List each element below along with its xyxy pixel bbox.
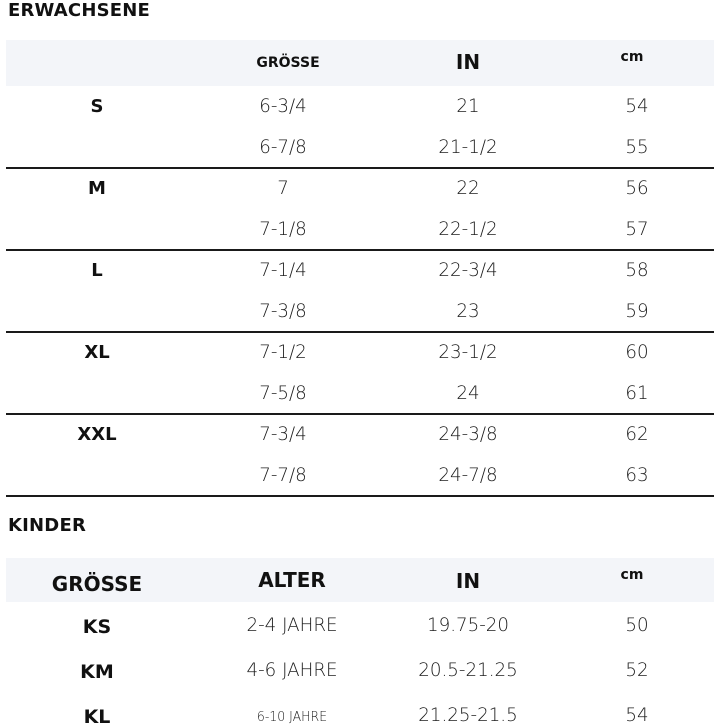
kids-age-value: 4-6 JAHRE bbox=[246, 659, 338, 681]
size-inches-value: 21-1/2 bbox=[438, 136, 498, 158]
adults-header-size: GRÖSSE bbox=[256, 55, 320, 71]
size-hat-value: 7-3/8 bbox=[259, 300, 307, 322]
group-divider bbox=[6, 249, 714, 251]
size-inches-value: 22 bbox=[456, 177, 480, 199]
kids-age-value: 2-4 JAHRE bbox=[246, 614, 338, 636]
group-divider bbox=[6, 331, 714, 333]
kids-inches-value: 20.5-21.25 bbox=[418, 659, 518, 681]
group-divider bbox=[6, 167, 714, 169]
size-inches-value: 23 bbox=[456, 300, 480, 322]
size-inches-value: 24-3/8 bbox=[438, 423, 498, 445]
size-group-label: XL bbox=[84, 342, 110, 363]
kids-size-label: KS bbox=[82, 616, 112, 638]
kids-cm-value: 54 bbox=[625, 704, 649, 726]
kids-inches-value: 19.75-20 bbox=[426, 614, 510, 636]
size-hat-value: 6-7/8 bbox=[259, 136, 307, 158]
size-hat-value: 6-3/4 bbox=[259, 95, 307, 117]
size-cm-value: 57 bbox=[625, 218, 649, 240]
adults-section-title: ERWACHSENE bbox=[8, 0, 151, 21]
size-hat-value: 7-1/8 bbox=[259, 218, 307, 240]
size-hat-value: 7-5/8 bbox=[259, 382, 307, 404]
kids-header-age: ALTER bbox=[258, 568, 326, 592]
kids-header-cm: cm bbox=[620, 567, 644, 583]
size-inches-value: 24 bbox=[456, 382, 480, 404]
size-cm-value: 60 bbox=[625, 341, 649, 363]
size-group-label: XXL bbox=[77, 424, 117, 445]
size-hat-value: 7-7/8 bbox=[259, 464, 307, 486]
size-group-label: M bbox=[88, 178, 106, 199]
adults-header-band bbox=[6, 40, 714, 86]
size-cm-value: 63 bbox=[625, 464, 649, 486]
size-cm-value: 55 bbox=[625, 136, 649, 158]
kids-cm-value: 52 bbox=[625, 659, 649, 681]
size-hat-value: 7-3/4 bbox=[259, 423, 307, 445]
size-inches-value: 22-3/4 bbox=[438, 259, 498, 281]
size-hat-value: 7 bbox=[277, 177, 289, 199]
size-cm-value: 54 bbox=[625, 95, 649, 117]
size-inches-value: 22-1/2 bbox=[438, 218, 498, 240]
kids-header-inches: IN bbox=[455, 569, 481, 593]
size-cm-value: 59 bbox=[625, 300, 649, 322]
size-group-label: L bbox=[91, 260, 103, 281]
adults-header-cm: cm bbox=[620, 49, 644, 65]
kids-cm-value: 50 bbox=[625, 614, 649, 636]
kids-size-label: KL bbox=[83, 706, 111, 727]
kids-header-size: GRÖSSE bbox=[51, 572, 143, 596]
adults-header-inches: IN bbox=[455, 50, 481, 74]
kids-size-label: KM bbox=[80, 661, 114, 683]
size-cm-value: 56 bbox=[625, 177, 649, 199]
size-cm-value: 62 bbox=[625, 423, 649, 445]
kids-age-value: 6-10 JAHRE bbox=[256, 710, 328, 725]
size-inches-value: 24-7/8 bbox=[438, 464, 498, 486]
group-divider bbox=[6, 413, 714, 415]
size-inches-value: 23-1/2 bbox=[438, 341, 498, 363]
size-hat-value: 7-1/2 bbox=[259, 341, 307, 363]
size-inches-value: 21 bbox=[456, 95, 480, 117]
size-hat-value: 7-1/4 bbox=[259, 259, 307, 281]
size-cm-value: 61 bbox=[625, 382, 649, 404]
size-group-label: S bbox=[90, 96, 104, 117]
kids-inches-value: 21.25-21.5 bbox=[418, 704, 518, 726]
kids-section-title: KINDER bbox=[8, 515, 87, 536]
group-divider bbox=[6, 495, 714, 497]
size-cm-value: 58 bbox=[625, 259, 649, 281]
